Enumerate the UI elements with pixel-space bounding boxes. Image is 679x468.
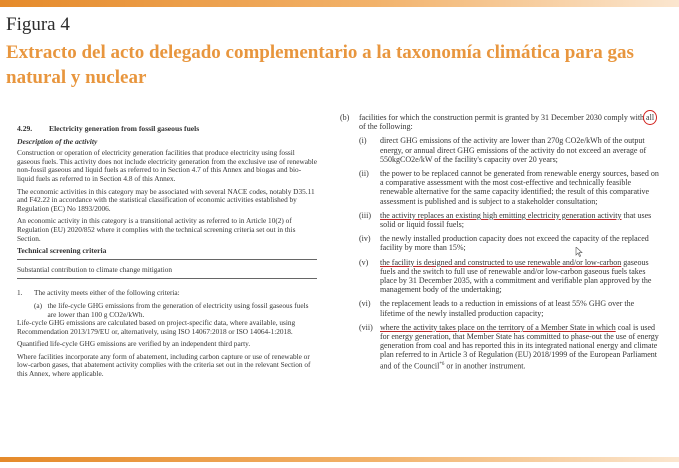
criterion-a-verification: Quantified life-cycle GHG emissions are verified by an independent third party.	[17, 339, 251, 349]
criterion-a-calculation: Life-cycle GHG emissions are calculated based on project-specific data, where available, using Recommendation 2013/179/EU or, alternatively, using ISO 14067:2018 or ISO 14064-1:2018.	[17, 318, 296, 336]
substantial-contribution-label: Substantial contribution to climate change mitigation	[17, 266, 317, 280]
item-text-tail: or in another instrument.	[444, 361, 526, 371]
item-number: (i)	[359, 136, 367, 146]
list-item	[359, 234, 660, 252]
item-number: (vi)	[359, 299, 371, 309]
section-number: 4.29.	[17, 124, 33, 133]
item-text-rest: coal is used for energy generation, that Member State has committed to phase-out the use of energy generation from coal and has reported this in its integrated national energy and climate plan referred to in Article 3 of Regulation (EU) 2018/1999 of the European Parliament and of the Council	[380, 322, 659, 371]
item-number: (v)	[359, 257, 369, 267]
underlined-annotation: the activity replaces an existing high emitting electricity generation activity	[380, 210, 622, 220]
criterion-b-pre: facilities for which the construction permit is granted by 31 December 2030 comply with	[359, 113, 645, 122]
criterion-a-text: the life-cycle GHG emissions from the generation of electricity using fossil gaseous fuels are lower than 100 g CO2e/kWh.	[47, 300, 309, 319]
criterion-a	[34, 302, 317, 319]
criterion-b-text	[359, 113, 660, 131]
left-column	[17, 125, 317, 383]
criterion-a-abatement: Where facilities incorporate any form of abatement, including carbon capture or use of renewable or low-carbon gases, that abatement activity complies with the criteria set out in the relevant Section of this Annex, where applicable.	[17, 351, 311, 379]
underlined-annotation: where the activity takes place on the territory of a Member State in which	[380, 322, 616, 332]
criterion-b-number: (b)	[340, 113, 350, 122]
list-item	[359, 169, 660, 206]
paragraph-description: Construction or operation of electricity generation facilities that produce electricity using fossil gaseous fuels. This activity does not include electricity generation from the exclusive use of renewable non-fossil gaseous and liquid fuels as referred to in Section 4.7 of this Annex and biogas and bio-liquid fuels as referred to in Section 4.8 of this Annex.	[17, 148, 317, 183]
item-number: (ii)	[359, 169, 369, 179]
list-item	[359, 258, 660, 295]
top-accent-bar	[0, 0, 679, 7]
list-item	[359, 299, 660, 317]
item-text	[380, 323, 660, 371]
right-column	[340, 113, 660, 371]
bottom-accent-bar	[0, 457, 679, 462]
figure-label: Figura 4	[6, 14, 70, 35]
circled-all-annotation: all	[646, 113, 655, 122]
section-title: Electricity generation from fossil gaseous fuels	[49, 124, 200, 133]
item-text-rest: gaseous fuels and the switch to full use of renewable and/or low-carbon gaseous fuels takes place by 31 December 2035, with a commitment and verifiable plan approved by the management body of the undertaking;	[380, 257, 652, 295]
item-text	[380, 258, 660, 295]
item-text: direct GHG emissions of the activity are lower than 270g CO2e/kWh of the output energy, or annual direct GHG emissions of the activity do not exceed an average of 550kgCO2e/kW of the facility's capacity over 20 years;	[380, 136, 647, 164]
item-text-rest: that uses solid or liquid fossil fuels;	[380, 210, 652, 230]
criterion-a-number: (a)	[34, 300, 43, 310]
list-item	[359, 136, 660, 164]
figure-title: Extracto del acto delegado complementario a la taxonomía climática para gas natural y nuclear	[6, 42, 634, 88]
paragraph-transitional: An economic activity in this category is a transitional activity as referred to in Article 10(2) of Regulation (EU) 2020/852 where it complies with the technical screening criteria set out in this Section.	[17, 216, 296, 243]
mouse-pointer-icon	[575, 247, 583, 257]
section-heading	[17, 125, 317, 134]
item-text	[380, 211, 660, 229]
item-text: the replacement leads to a reduction in emissions of at least 55% GHG over the lifetime of the newly installed production capacity;	[380, 299, 635, 318]
description-heading: Description of the activity	[17, 136, 98, 146]
item-number: (iv)	[359, 234, 371, 244]
item-text: the power to be replaced cannot be generated from renewable energy sources, based on a comparative assessment with the most cost-effective and technically feasible renewable alternative for the same capacity identified; the result of this comparative assessment is published and is subject to a stakeholder consultation;	[380, 169, 659, 206]
criterion-1	[17, 289, 317, 298]
item-text: the newly installed production capacity does not exceed the capacity of the replaced facility by more than 15%;	[380, 234, 649, 253]
footnote-mark: *6	[439, 361, 445, 367]
tsc-heading: Technical screening criteria	[17, 247, 317, 260]
criterion-1-number: 1.	[17, 288, 23, 298]
list-item	[359, 211, 660, 229]
list-item	[359, 323, 660, 371]
criterion-b-post: of the following:	[359, 122, 413, 132]
criterion-b	[340, 113, 660, 131]
underlined-annotation: the facility is designed and constructed to use renewable and/or low-carbon	[380, 257, 622, 267]
paragraph-nace: The economic activities in this category may be associated with several NACE codes, notably D35.11 and F42.22 in accordance with the statistical classification of economic activities established by Regulation (EC) No 1893/2006.	[17, 186, 315, 213]
item-number: (vii)	[359, 322, 373, 332]
item-number: (iii)	[359, 210, 371, 220]
criterion-1-text: The activity meets either of the following criteria:	[34, 288, 180, 298]
